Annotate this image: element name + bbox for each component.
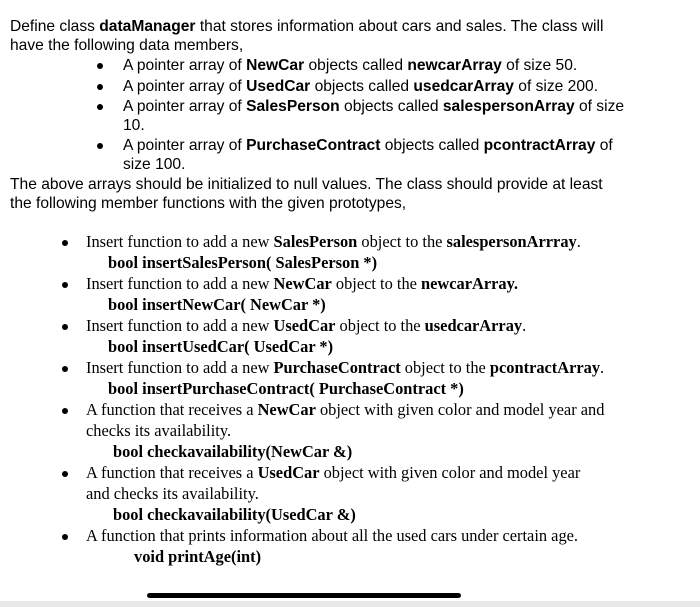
function-description-continuation: and checks its availability. — [86, 484, 259, 503]
bullet-icon — [97, 143, 103, 149]
member-item-continuation: 10. — [123, 117, 145, 134]
function-prototype: bool checkavailability(NewCar &) — [113, 442, 353, 461]
home-indicator[interactable] — [147, 593, 461, 598]
outro-line-2: the following member functions with the given prototypes, — [10, 195, 407, 212]
bullet-icon — [62, 324, 68, 330]
intro-line-1: Define class dataManager that stores information about cars and sales. The class will — [10, 18, 604, 35]
function-prototype: bool insertNewCar( NewCar *) — [108, 295, 326, 314]
function-prototype: bool checkavailability(UsedCar &) — [113, 505, 356, 524]
bullet-icon — [62, 408, 68, 414]
function-description: Insert function to add a new SalesPerson object to the salespersonArrray. — [86, 232, 581, 251]
bullet-icon — [97, 104, 103, 110]
function-prototype: void printAge(int) — [134, 547, 262, 566]
bullet-icon — [97, 84, 103, 90]
member-item-continuation: size 100. — [123, 156, 186, 173]
bullet-icon — [62, 282, 68, 288]
bullet-icon — [62, 471, 68, 477]
intro-line-2: have the following data members, — [10, 37, 244, 54]
function-description: A function that receives a UsedCar object with given color and model year — [86, 463, 581, 482]
function-description-continuation: checks its availability. — [86, 421, 232, 440]
bullet-icon — [62, 534, 68, 540]
function-description: Insert function to add a new UsedCar object to the usedcarArray. — [86, 316, 527, 335]
member-item: A pointer array of PurchaseContract objects called pcontractArray of — [123, 137, 613, 154]
outro-line-1: The above arrays should be initialized to null values. The class should provide at least — [10, 176, 603, 193]
function-prototype: bool insertSalesPerson( SalesPerson *) — [108, 253, 378, 272]
function-prototype: bool insertPurchaseContract( PurchaseContract *) — [108, 379, 464, 398]
function-description: A function that prints information about all the used cars under certain age. — [86, 526, 579, 545]
function-description: A function that receives a NewCar object with given color and model year and — [86, 400, 605, 419]
bullet-icon — [62, 240, 68, 246]
function-prototype: bool insertUsedCar( UsedCar *) — [108, 337, 334, 356]
member-item: A pointer array of UsedCar objects called usedcarArray of size 200. — [123, 78, 599, 95]
bottom-edge — [0, 601, 700, 607]
member-item: A pointer array of SalesPerson objects called salespersonArray of size — [123, 98, 625, 115]
function-description: Insert function to add a new PurchaseContract object to the pcontractArray. — [86, 358, 605, 377]
member-item: A pointer array of NewCar objects called newcarArray of size 50. — [123, 57, 578, 74]
bullet-icon — [62, 366, 68, 372]
bullet-icon — [97, 63, 103, 69]
function-description: Insert function to add a new NewCar object to the newcarArray. — [86, 274, 518, 293]
